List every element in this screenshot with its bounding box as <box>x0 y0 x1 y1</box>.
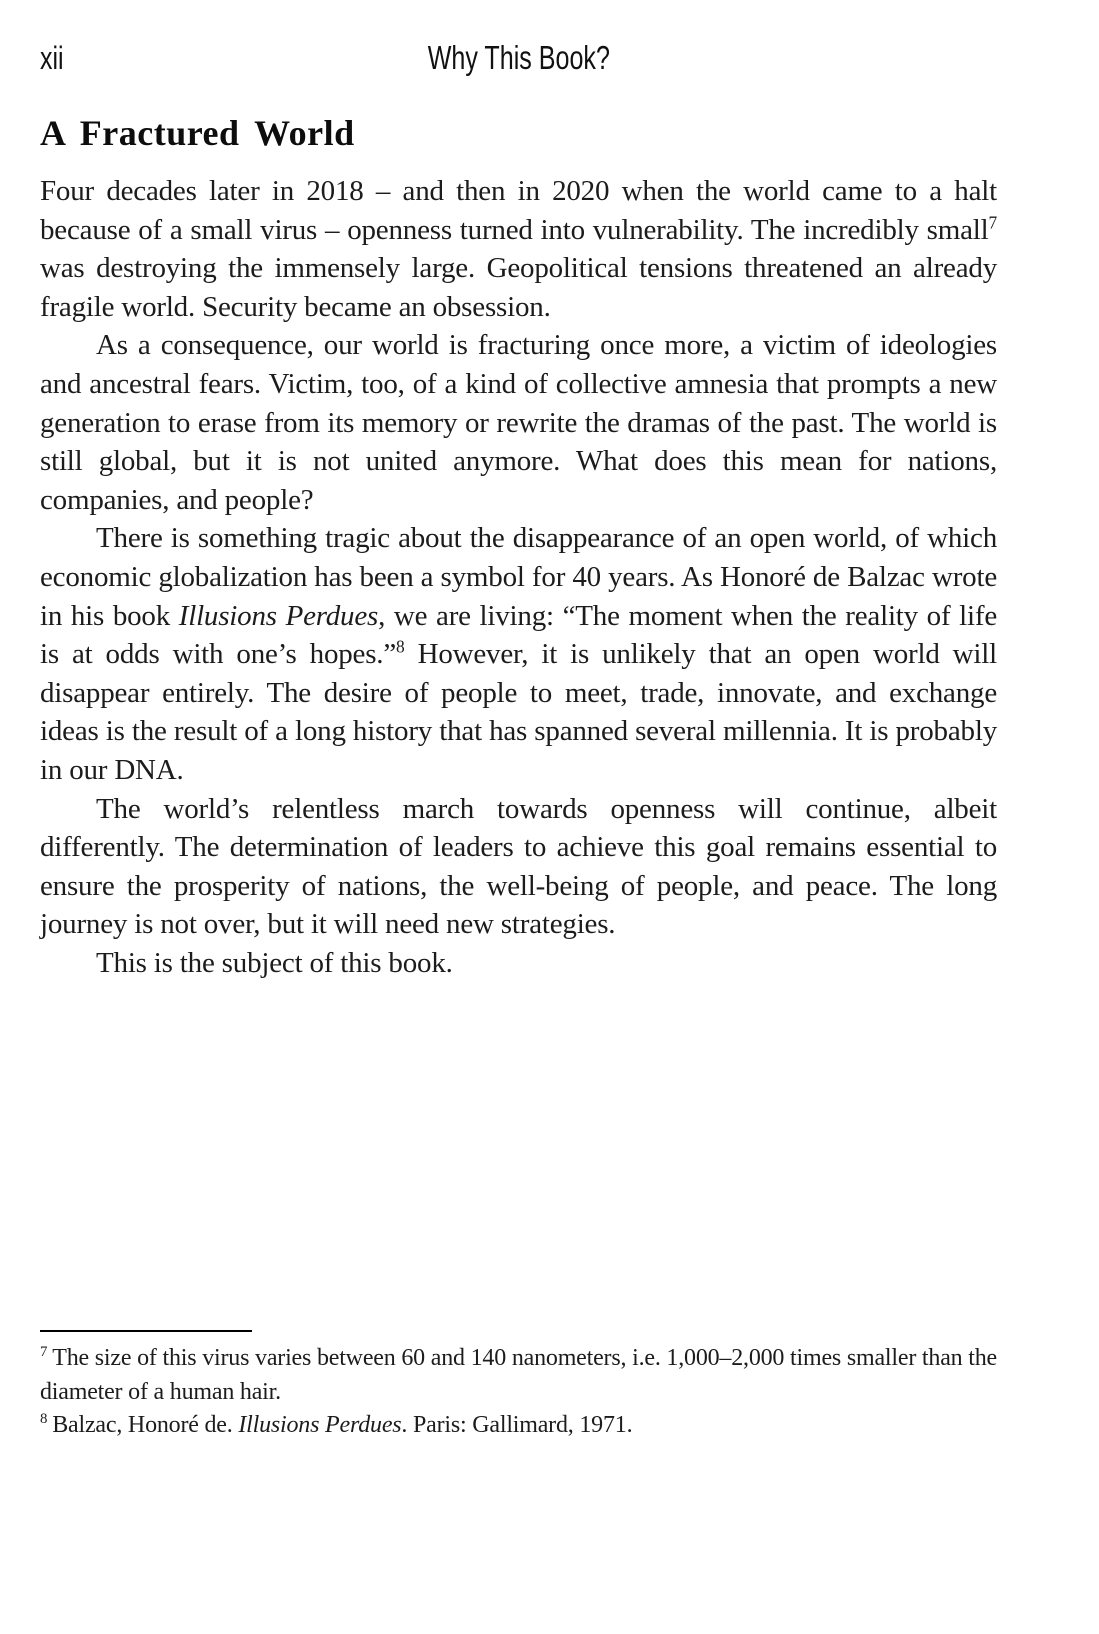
footnote-7 <box>40 1342 997 1409</box>
footnote-7-marker: 7 <box>40 1344 48 1360</box>
running-title-text: Why This Book? <box>427 39 610 76</box>
paragraph-3: There is something tragic about the disappearance of an open world, of which economic globalization has been a symbol for 40 years. As Honoré de Balzac wrote in his book Illusions Perdues, we are living: “The moment when the reality of life is at odds with one’s hopes.”$^8$ However, it is unlikely that an open world will disappear entirely. The desire of people to meet, trade, innovate, and exchange ideas is the result of a long history that has spanned several millennia. It is probably in our DNA. <box>40 522 997 786</box>
paragraph-2: As a consequence, our world is fracturing once more, a victim of ideologies and ancestral fears. Victim, too, of a kind of collective amnesia that prompts a new generation to erase from its memory or rewrite the dramas of the past. The world is still global, but it is not united anymore. What does this mean for nations, companies, and people? <box>40 329 997 516</box>
footnote-8 <box>40 1409 997 1443</box>
page-body <box>40 172 997 982</box>
page-header <box>40 38 997 82</box>
footnote-separator <box>40 1330 252 1332</box>
paragraph-4: The world’s relentless march towards openness will continue, albeit differently. The determination of leaders to achieve this goal remains essential to ensure the prosperity of nations, the well-being of people, and peace. The long journey is not over, but it will need new strategies. <box>40 792 997 941</box>
footnote-7-text: The size of this virus varies between 60 and 140 nanometers, i.e. 1,000–2,000 times smaller than the diameter of a human hair. <box>40 1345 997 1405</box>
paragraph-5: This is the subject of this book. <box>96 946 453 979</box>
footnotes <box>40 1342 997 1443</box>
footnote-8-marker: 8 <box>40 1411 48 1427</box>
section-heading: A Fractured World <box>40 113 355 153</box>
page-number-text: xii <box>40 40 64 76</box>
paragraph-1: Four decades later in 2018 – and then in 2020 when the world came to a halt because of a small virus – openness turned into vulnerability. The incredibly small$^7$ was destroying the immensely large. Geopolitical tensions threatened an already fragile world. Security became an obsession. <box>40 175 997 323</box>
footnote-8-text: Balzac, Honoré de. Illusions Perdues. Paris: Gallimard, 1971. <box>52 1412 633 1438</box>
running-title <box>40 38 997 78</box>
